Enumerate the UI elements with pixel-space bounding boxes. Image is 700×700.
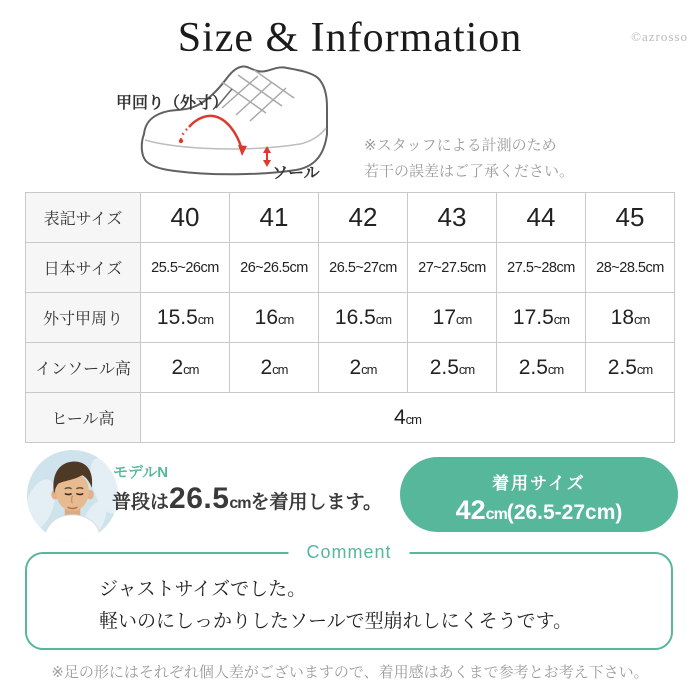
worn-size-value — [400, 495, 678, 526]
row-header: 外寸甲周り — [26, 293, 141, 343]
usual-size-unit: cm — [229, 495, 251, 512]
table-cell: 2cm — [230, 343, 319, 393]
table-cell: 17cm — [408, 293, 497, 343]
usual-size-value: 26.5 — [169, 482, 230, 515]
row-header: 表記サイズ — [26, 193, 141, 243]
shoe-diagram-illustration — [100, 60, 380, 188]
size-table — [25, 192, 675, 443]
girth-label: 甲回り（外寸） — [116, 95, 229, 112]
table-cell: 42 — [319, 193, 408, 243]
comment-line1: ジャストサイズでした。 — [99, 579, 307, 600]
worn-size-unit: cm — [485, 506, 507, 523]
table-row-insole-height — [26, 343, 675, 393]
table-cell: 25.5~26cm — [141, 243, 230, 293]
table-row-heel-height — [26, 393, 675, 443]
comment-box — [25, 542, 673, 650]
footer-disclaimer: ※足の形にはそれぞれ個人差がございますので、着用感はあくまで参考とお考え下さい。 — [51, 664, 649, 681]
table-cell: 44 — [497, 193, 586, 243]
table-cell: 26~26.5cm — [230, 243, 319, 293]
table-cell: 26.5~27cm — [319, 243, 408, 293]
table-cell: 2.5cm — [408, 343, 497, 393]
table-cell: 16.5cm — [319, 293, 408, 343]
row-header: 日本サイズ — [26, 243, 141, 293]
page-title: Size & Information — [177, 15, 523, 61]
table-cell: 27.5~28cm — [497, 243, 586, 293]
table-cell: 2.5cm — [497, 343, 586, 393]
table-row-japan-size — [26, 243, 675, 293]
table-cell: 2.5cm — [586, 343, 675, 393]
table-cell: 41 — [230, 193, 319, 243]
shoe-laces — [222, 70, 294, 121]
table-cell: 18cm — [586, 293, 675, 343]
sentence-prefix: 普段は — [112, 492, 170, 513]
table-cell: 45 — [586, 193, 675, 243]
measurement-note-line1: ※スタッフによる計測のため — [364, 137, 557, 154]
table-row-size-label — [26, 193, 675, 243]
table-cell: 2cm — [141, 343, 230, 393]
table-cell: 15.5cm — [141, 293, 230, 343]
table-cell: 16cm — [230, 293, 319, 343]
girth-arrowhead — [238, 145, 247, 156]
row-header: ヒール高 — [26, 393, 141, 443]
measurement-note-line2: 若干の誤差はご了承ください。 — [364, 163, 575, 180]
model-usual-size-sentence — [112, 482, 382, 516]
model-name: モデルN — [113, 464, 169, 481]
worn-size-title: 着用サイズ — [492, 474, 586, 493]
row-header: インソール高 — [26, 343, 141, 393]
table-cell: 40 — [141, 193, 230, 243]
table-cell: 27~27.5cm — [408, 243, 497, 293]
measurement-note — [364, 133, 574, 185]
table-cell: 17.5cm — [497, 293, 586, 343]
comment-text — [27, 554, 671, 638]
table-cell: 28~28.5cm — [586, 243, 675, 293]
sentence-suffix: を着用します。 — [250, 492, 383, 513]
model-avatar — [26, 449, 119, 542]
sole-label: ソール — [272, 165, 320, 182]
table-cell: 43 — [408, 193, 497, 243]
girth-arc-end-dot — [179, 139, 183, 143]
comment-line2: 軽いのにしっかりしたソールで型崩れしにくそうです。 — [99, 611, 573, 632]
sole-height-arrow — [263, 146, 271, 167]
worn-size-badge — [400, 457, 678, 532]
worn-size-number: 42 — [455, 495, 486, 525]
girth-measure-arc — [181, 116, 242, 150]
brand-watermark: ©azrosso — [631, 29, 688, 44]
shoe-midsole-line — [145, 128, 326, 149]
table-cell: 2cm — [319, 343, 408, 393]
table-row-girth — [26, 293, 675, 343]
table-cell-span: 4cm — [141, 393, 675, 443]
comment-label: Comment — [288, 542, 409, 563]
worn-size-range: (26.5-27cm) — [506, 501, 623, 524]
